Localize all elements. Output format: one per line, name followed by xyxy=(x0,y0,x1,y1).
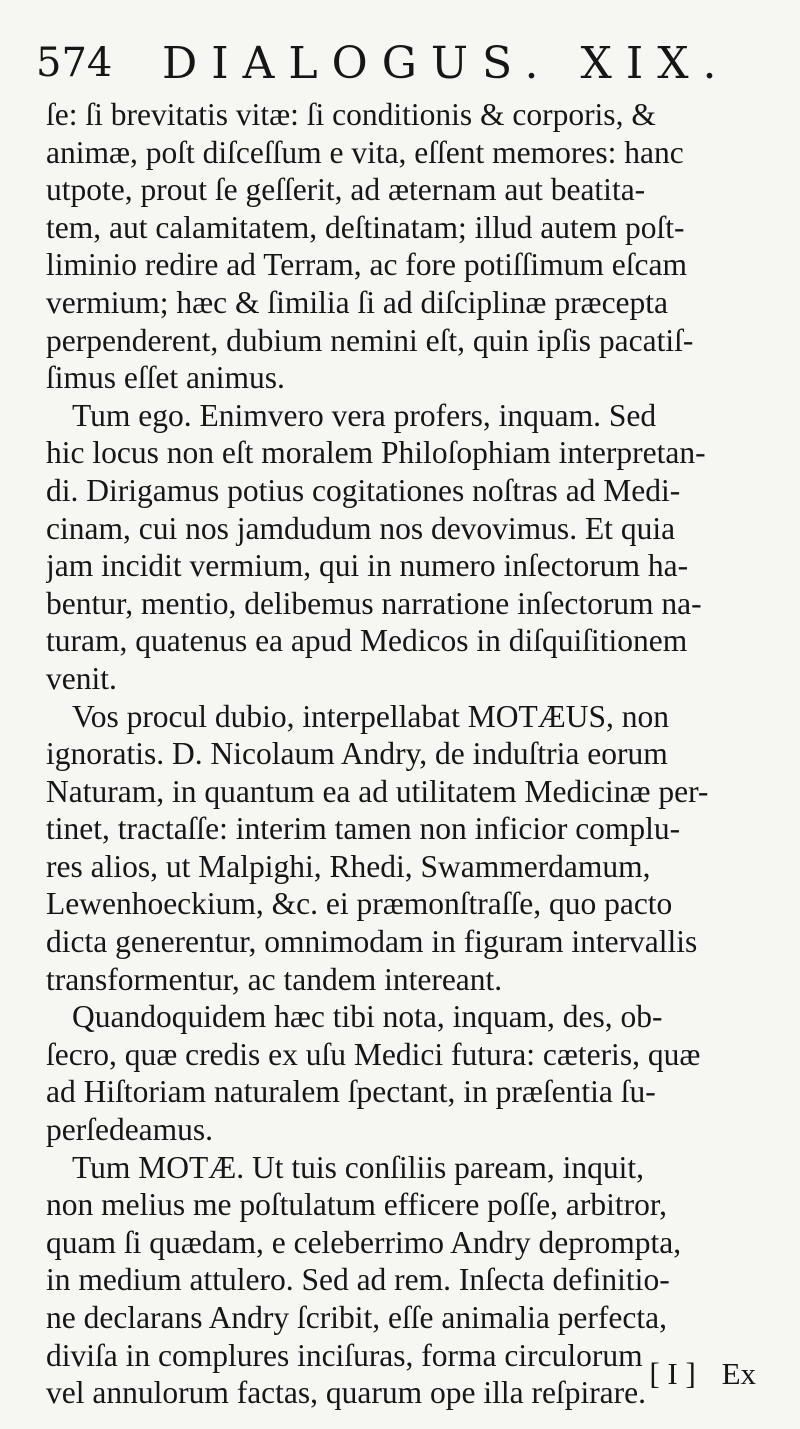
text-line: ne declarans Andry ſcribit, eſſe animalia perfecta, xyxy=(46,1300,667,1335)
text-line: ſimus eſſet animus. xyxy=(46,360,285,396)
text-line: Quandoquidem hæc tibi nota, inquam, des, ob- xyxy=(72,999,663,1035)
text-line: ſecro, quæ credis ex uſu Medici futura: cæteris, quæ xyxy=(46,1036,701,1072)
text-line: vermium; hæc & ſimilia ſi ad diſciplinæ præcepta xyxy=(46,284,669,320)
text-line: cinam, cui nos jamdudum nos devovimus. Et quia xyxy=(46,510,676,546)
text-line: utpote, prout ſe geſſerit, ad æternam aut beatita- xyxy=(46,172,646,208)
text-line: turam, quatenus ea apud Medicos in diſquiſitionem xyxy=(46,623,688,659)
text-line: in medium attulero. Sed ad rem. Inſecta definitio- xyxy=(46,1262,670,1298)
text-line: tinet, tractaſſe: interim tamen non inficior complu- xyxy=(46,811,681,847)
running-title: DIALOGUS. XIX. xyxy=(162,38,731,89)
text-line: liminio redire ad Terram, ac fore potiſſimum eſcam xyxy=(46,247,687,283)
text-line: perpenderent, dubium nemini eſt, quin ipſis pacatiſ- xyxy=(46,322,694,358)
page-footer xyxy=(649,1356,756,1392)
text-line: vel annulorum factas, quarum ope illa reſpirare. xyxy=(46,1375,647,1411)
text-line: quam ſi quædam, e celeberrimo Andry deprompta, xyxy=(46,1224,682,1260)
text-line: venit. xyxy=(46,660,117,696)
text-line: res alios, ut Malpighi, Rhedi, Swammerdamum, xyxy=(46,848,651,884)
text-line: non melius me poſtulatum efficere poſſe, arbitror, xyxy=(46,1187,667,1223)
text-line: ad Hiſtoriam naturalem ſpectant, in præſentia ſu- xyxy=(46,1074,656,1110)
text-line: di. Dirigamus potius cogitationes noſtras ad Medi- xyxy=(46,472,681,508)
text-line: ſe: ſi brevitatis vitæ: ſi conditionis & corporis, & xyxy=(46,97,656,132)
catchword: Ex xyxy=(721,1356,756,1391)
body-text xyxy=(46,96,758,1412)
text-line: Naturam, in quantum ea ad utilitatem Medicinæ per- xyxy=(46,773,709,809)
text-line: ignoratis. D. Nicolaum Andry, de induſtria eorum xyxy=(46,736,668,772)
running-head xyxy=(36,38,756,98)
text-line: dicta generentur, omnimodam in figuram intervallis xyxy=(46,924,698,960)
signature-mark: [ I ] xyxy=(649,1356,696,1391)
text-line: bentur, mentio, delibemus narratione inſectorum na- xyxy=(46,585,702,621)
text-line: transformentur, ac tandem intereant. xyxy=(46,961,503,997)
text-line: perſedeamus. xyxy=(46,1112,214,1148)
text-line: hic locus non eſt moralem Philoſophiam interpretan- xyxy=(46,435,706,471)
page-number: 574 xyxy=(36,40,113,86)
text-line: diviſa in complures inciſuras, forma circulorum xyxy=(46,1337,643,1373)
text-line: jam incidit vermium, qui in numero inſectorum ha- xyxy=(46,548,689,584)
text-line: animæ, poſt diſceſſum e vita, eſſent memores: hanc xyxy=(46,134,684,170)
text-line: Lewenhoeckium, &c. ei præmonſtraſſe, quo pacto xyxy=(46,886,673,922)
text-line: Tum MOTÆ. Ut tuis conſiliis paream, inquit, xyxy=(72,1149,644,1185)
text-line: tem, aut calamitatem, deſtinatam; illud autem poſt- xyxy=(46,209,685,245)
text-line: Tum ego. Enimvero vera profers, inquam. Sed xyxy=(72,397,657,433)
text-line: Vos procul dubio, interpellabat MOTÆUS, non xyxy=(72,698,669,734)
